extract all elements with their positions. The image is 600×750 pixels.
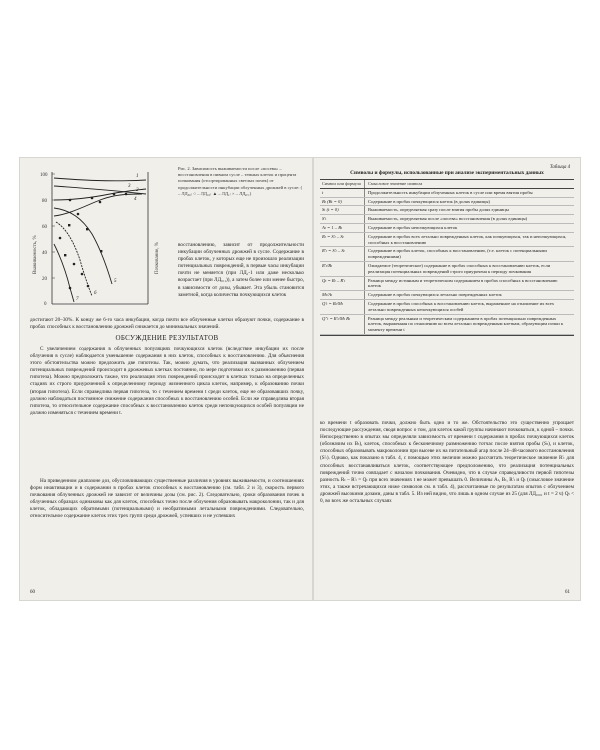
y-tick-1: 80 [42, 199, 47, 204]
y-tick-0: 100 [40, 173, 48, 178]
table-symbol-cell: Bₜ (Bₜ = 0) [320, 198, 365, 206]
table-row [320, 300, 574, 315]
table-symbol-cell: Rₜ = S'ₜ – Sₜ [320, 233, 365, 247]
y-right-label: Почкование, % [155, 242, 160, 274]
curve-6 [56, 222, 92, 296]
caption-legend: ( – ЛД₅₀; ○ – ЛД₁₀; ▲ – ЛД₁; × – ЛД₀,₁) [178, 184, 303, 196]
curve-5 [54, 208, 112, 284]
table-symbol-cell: Qₜ = Rₜ – R'ₜ [320, 277, 365, 291]
table-meaning-cell: Выживаемость, определяемая после «посева» восстановления (в долях единицы) [368, 216, 528, 222]
paragraph-dose-range: На приведенном диапазоне доз, обусловливающих существенные различия в уровнях выживаемости, и соотношениях форм инактивации и в содержании в пробах клеток способных к восстановлению (см. табл. 2 и 3), скорость первого почкования облученных дрожжей не зависит от величины дозы (см. рис. 2). Следовательно, сроки образования почек в облученных образцах одинаковы как для клеток, способных точно после облучения образовывать макроколонии, так и для клеток, обладающих обратимыми (потенциальными) и необратимыми летальными повреждениями. Следовательно, относительное содержание клеток этих трех групп среди дрожжей, успевших и не успевших [30, 478, 304, 520]
table-symbol-cell: R'ₜ/Bₜ [320, 262, 365, 276]
table-row [320, 315, 574, 335]
book-spread [20, 158, 580, 600]
table-row [320, 224, 574, 233]
curve-label-7: 7 [76, 297, 79, 302]
y-tick-4: 20 [42, 277, 47, 282]
table-label: Таблица 4 [549, 165, 570, 170]
table-symbol-cell: Q''ₜ = R'ₜ/Mₜ Bₜ [320, 315, 365, 334]
curve-label-1: 1 [136, 174, 139, 179]
curve-7 [54, 244, 74, 302]
figure-2 [30, 164, 170, 314]
table-meaning-cell: Продолжительность инкубации облученных клеток в сусле или время взятия пробы [368, 189, 533, 195]
right-page [314, 158, 580, 600]
table-header-row [320, 180, 574, 189]
table-meaning-cell: Содержание в пробах всех летально поврежденных клеток, как почкующихся, так и непочкующихся, способных к восстановлению [368, 233, 567, 245]
curve-label-2: 2 [136, 188, 139, 193]
table-row [320, 247, 574, 262]
table-symbol-cell: Aₜ = 1 – Bₜ [320, 224, 365, 232]
table-meaning-cell: Содержание в пробах почкующихся летально поврежденных клеток [368, 292, 502, 298]
right-page-text: ко времени t образовать почки, должно быть одно и то же. Обстоятельство это существенно упрощает последующие рассуждения, сводя вопрос о том, для клеток какой группы начинают почковаться, к одной – почки. Непосредственно в опытах мы определяли зависимость от времени t содержания в пробах почкующихся клеток (обозначим их Bₜ), клеток, способных к бесконечному размножению тотчас после взятия пробы (Sₜ), и клеток, способных образовывать макроколонии при высеве их на питательный агар после 24–48-часового восстановления (S'ₜ). Однако, как показано в табл. 4, с помощью этих величин можно рассчитать теоретическое значение R'ₜ для способных восстанавливаться клеток, соответствующее предположению, что реализация потенциальных повреждений точно совпадает с началом почкования. Очевидно, что в случае справедливости первой гипотезы разность Rₜ – R'ₜ = Qₜ при всех значениях t не может превышать 0. Величины Aₜ, Bₜ, R'ₜ и Qₜ (смысловое значение этих, а также встречающихся ниже символов см. в табл. 4), рассчитанные по результатам опытов с облучением дрожжей высокими дозами, даны в табл. 5. Из ней видно, что лишь в одном случае из 25 (для ЛД₀,₀₁ и t = 2 ч) Qₜ < 0, во всех же остальных случаях [320, 420, 574, 505]
table-row [320, 215, 574, 224]
section-heading: ОБСУЖДЕНИЕ РЕЗУЛЬТАТОВ [115, 334, 219, 342]
table-meaning-cell: Содержание в пробах непочкующихся клеток [368, 224, 458, 230]
table-row [320, 291, 574, 300]
figure-caption [178, 166, 304, 197]
page-number-left: 60 [30, 589, 35, 595]
data-markers [59, 193, 128, 290]
y-tick-2: 60 [42, 225, 47, 230]
paragraph-continuation: достигают 20–30%. К концу же 6-го часа инкубации, когда почти все облученные клетки образуют почки, содержание в пробах способных к восстановлению дрожжей снижается до минимальных значений. [30, 317, 304, 331]
table-row [320, 277, 574, 292]
page-number-right: 61 [565, 589, 570, 595]
table-meaning-cell: Содержание в пробах способных к восстановлению клеток, выраженное на отношение их всех летально поврежденных непочкующихся особей [368, 300, 555, 312]
table-meaning-cell: Содержание в пробах клеток, способных к восстановлению, (т.е. клеток с потенциальными повреждениями) [368, 248, 547, 260]
table-symbol-cell: Mₜ/Aₜ [320, 291, 365, 299]
table-meaning-cell: Выживаемость, определяемая сразу после взятия пробы долях единицы [368, 207, 509, 213]
left-page [20, 158, 312, 600]
table-meaning-cell: Ожидаемое (теоретическое) содержание в пробах способных к восстановлению клеток, если реализация потенциальных повреждений строго приурочена к периоду почкования [368, 262, 551, 274]
y-tick-3: 40 [42, 251, 47, 256]
table-symbol-cell: Sₜ (t = 0) [320, 206, 365, 214]
table-row [320, 206, 574, 215]
curve-label-5: 5 [114, 279, 117, 284]
table-meaning-cell: Разница между реальным и теоретическим содержанием в пробах потенциально поврежденных клеток, выраженная по отношению ко всем летально поврежденным клеткам, образующим почки к моменту времени t [368, 315, 564, 333]
y-tick-5: 0 [44, 302, 47, 307]
table-header-symbol: Символ или формула [320, 180, 365, 188]
table-body [320, 189, 574, 335]
table-meaning-cell: Разница между истинным и теоретическим содержанием в пробах способных к восстановлению клеток [368, 277, 558, 289]
table-row [320, 198, 574, 207]
table-symbol-cell: t [320, 189, 365, 197]
curve-2 [54, 186, 146, 194]
curve-1 [54, 178, 146, 181]
y-ticks [40, 173, 48, 307]
side-column-text: восстановлению, зависит от продолжительности инкубации облученных дрожжей в сусле. Содержание в пробах клеток, у которых еще не произошло реализации потенциальных повреждений, в первые часы инкубации почти не меняется (при ЛД₁-1 или даже несколько возрастает (при ЛД₀,₁)), а затем более или менее быстро, в зависимости от дозы, убывает. Эта убыль становится заметной, когда количества почкующихся клеток [178, 242, 304, 298]
curve-label-3: 3 [128, 184, 131, 189]
table-row [320, 262, 574, 277]
table-symbol-cell: R'ₜ = S'ₜ – Sₜ [320, 247, 365, 261]
table-row [320, 233, 574, 248]
curve-4 [54, 194, 142, 216]
paragraph-hypotheses: С увеличением содержания в облученных популяциях почкующихся клеток (вследствие инкубации их после облучения в сусле) наблюдается уменьшение содержания в них клеток, способных к восстановлению. Для объяснения этого обстоятельства можно предложить две гипотезы. Так, можно думать, что реализация вызванных облучением потенциальных повреждений происходит в дрожжевых клетках постоянно, по мере подготовки их к размножению (первая гипотеза). Можно предположить также, что реализация этих повреждений происходит в клетках только на определенных стадиях их строго приуроченной к определенному периоду жизненного цикла клеток, например, к образованию почки (вторая гипотеза). Если справедлива первая гипотеза, то с течением времени t среди клеток, еще не образовавших почку, должно наблюдаться постоянное снижение содержания способных к восстановлению особей. Если же справедлива вторая гипотеза, то относительное содержание способных к восстановлению клеток среди непочкующихся особей популяции не должно изменяться с течением времени t. [30, 346, 304, 416]
symbols-table [320, 179, 574, 336]
table-header-meaning: Смысловое значение символа [368, 181, 423, 186]
curve-label-6: 6 [94, 291, 97, 296]
table-title: Символы и формулы, использованные при анализе экспериментальных данных [350, 170, 544, 176]
table-row [320, 189, 574, 198]
table-symbol-cell: S'ₜ [320, 215, 365, 223]
caption-text: Рис. 2. Зависимость выживаемости после «посева» – восстановления в пивном сусле – темных клеток и процента почкования (отсортированных светлых почек) от продолжительности инкубации облученных дрожжей в сусле: [178, 166, 300, 190]
y-tick-marks [52, 174, 55, 278]
curve-label-4: 4 [134, 197, 137, 202]
y-left-label: Выживаемость, % [33, 235, 38, 274]
table-symbol-cell: Q'ₜ = Rₜ/Mₜ [320, 300, 365, 314]
table-meaning-cell: Содержание в пробах почкующихся клеток (в долях единицы) [368, 198, 490, 204]
